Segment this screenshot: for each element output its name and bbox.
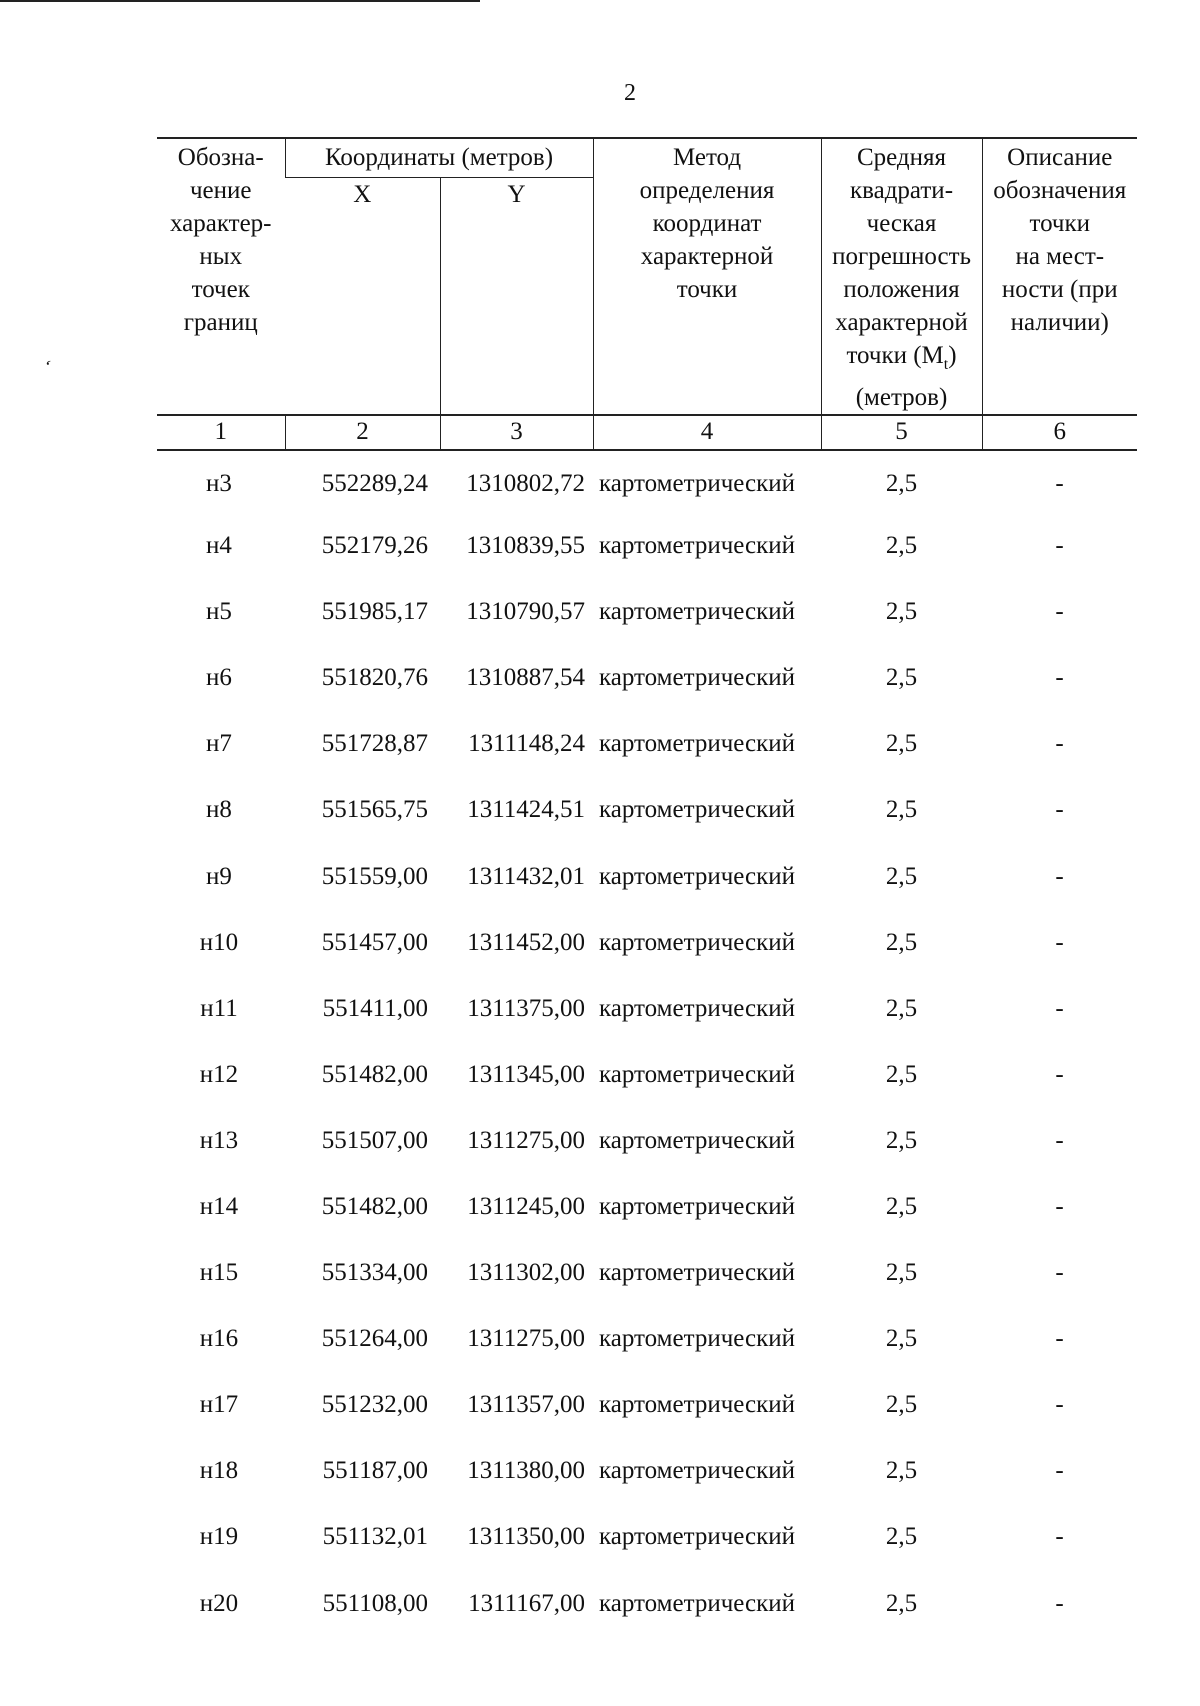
point-designation: н15 (199, 1259, 239, 1287)
y-coordinate: 1310887,54 (466, 664, 586, 692)
table-row (157, 1438, 1137, 1504)
column-number-row (157, 415, 1137, 450)
error-value: 2,5 (885, 1457, 918, 1485)
point-designation: н6 (206, 664, 232, 692)
error-value: 2,5 (885, 1259, 918, 1287)
description-value: - (1055, 1391, 1064, 1419)
error-value: 2,5 (885, 862, 918, 890)
error-value: 2,5 (885, 1325, 918, 1353)
table-header (157, 138, 1137, 450)
method-value: картометрический (599, 1192, 795, 1220)
y-coordinate: 1311357,00 (467, 1391, 586, 1419)
error-value: 2,5 (885, 1060, 918, 1088)
column-number: 4 (593, 415, 821, 450)
point-designation: н11 (200, 994, 238, 1022)
method-value: картометрический (599, 598, 795, 626)
table-row (157, 1240, 1137, 1306)
x-coordinate: 552289,24 (321, 470, 428, 497)
header-mean-square-error: Средняя квадрати- ческая погрешность положения характерной точки $(M_t)$ (метров) (821, 138, 982, 415)
error-value: 2,5 (885, 1126, 918, 1154)
error-value: 2,5 (885, 928, 918, 956)
header-x: X (353, 180, 372, 208)
description-value: - (1055, 1192, 1064, 1220)
page-number: 2 (624, 80, 636, 106)
x-coordinate: 551565,75 (321, 796, 428, 824)
header-y: Y (440, 177, 593, 415)
description-value: - (1055, 1589, 1064, 1617)
description-value: - (1055, 1259, 1064, 1287)
method-value: картометрический (599, 730, 795, 758)
y-coordinate: 1310790,57 (466, 598, 586, 626)
error-value: 2,5 (885, 994, 918, 1022)
error-value: 2,5 (885, 1523, 918, 1551)
point-designation: н9 (206, 862, 232, 890)
method-value: картометрический (599, 1457, 795, 1485)
x-coordinate: 551507,00 (321, 1126, 428, 1154)
coordinates-table (157, 137, 1137, 1637)
description-value: - (1055, 928, 1064, 956)
description-value: - (1055, 598, 1064, 626)
y-coordinate: 1311148,24 (468, 730, 586, 758)
point-designation: н13 (199, 1126, 239, 1154)
point-designation: н19 (199, 1523, 239, 1551)
method-value: картометрический (599, 470, 795, 497)
description-value: - (1055, 796, 1064, 824)
x-coordinate: 551482,00 (321, 1192, 428, 1220)
method-value: картометрический (599, 1325, 795, 1353)
point-designation: н14 (199, 1192, 239, 1220)
table-row (157, 1571, 1137, 1637)
table-body (157, 450, 1137, 1637)
y-coordinate: 1311424,51 (467, 796, 586, 824)
y-coordinate: 1311345,00 (467, 1060, 586, 1088)
point-designation: н5 (206, 598, 232, 626)
x-coordinate: 551457,00 (321, 928, 428, 956)
table-row (157, 843, 1137, 909)
y-coordinate: 1311375,00 (467, 994, 586, 1022)
error-value: 2,5 (885, 1589, 918, 1617)
column-number: 1 (157, 415, 285, 450)
description-value: - (1055, 1126, 1064, 1154)
header-coordinates-group: Координаты (метров) (285, 138, 593, 177)
y-coordinate: 1311350,00 (467, 1523, 586, 1551)
table-row (157, 910, 1137, 976)
x-coordinate: 552179,26 (321, 532, 428, 560)
error-value: 2,5 (885, 1391, 918, 1419)
point-designation: н16 (199, 1325, 239, 1353)
method-value: картометрический (599, 1259, 795, 1287)
table-row (157, 711, 1137, 777)
method-value: картометрический (599, 994, 795, 1022)
description-value: - (1055, 730, 1064, 758)
error-value: 2,5 (885, 598, 918, 626)
description-value: - (1055, 1060, 1064, 1088)
x-coordinate: 551559,00 (321, 862, 428, 890)
y-coordinate: 1311302,00 (467, 1259, 586, 1287)
error-value: 2,5 (885, 730, 918, 758)
table-row (157, 645, 1137, 711)
table-row (157, 450, 1137, 513)
method-value: картометрический (599, 532, 795, 560)
x-coordinate: 551232,00 (321, 1391, 428, 1419)
description-value: - (1055, 532, 1064, 560)
description-value: - (1055, 470, 1064, 497)
method-value: картометрический (599, 796, 795, 824)
description-value: - (1055, 664, 1064, 692)
description-value: - (1055, 1325, 1064, 1353)
description-value: - (1055, 1457, 1064, 1485)
point-designation: н10 (199, 928, 239, 956)
x-coordinate: 551482,00 (321, 1060, 428, 1088)
point-designation: н4 (206, 532, 232, 560)
table-row (157, 1372, 1137, 1438)
table-row (157, 579, 1137, 645)
top-scan-rule (0, 0, 480, 2)
error-value: 2,5 (885, 796, 918, 824)
header-description: Описание обозначения точки на мест- ности (при наличии) (982, 138, 1137, 415)
y-coordinate: 1311452,00 (467, 928, 586, 956)
column-number: 6 (982, 415, 1137, 450)
header-point-designation: Обозна- чение характер- ных точек границ (157, 138, 285, 415)
error-value: 2,5 (885, 1192, 918, 1220)
header-method: Метод определения координат характерной точки (593, 138, 821, 415)
y-coordinate: 1310839,55 (466, 532, 586, 560)
point-designation: н8 (206, 796, 232, 824)
table-row (157, 1306, 1137, 1372)
description-value: - (1055, 994, 1064, 1022)
y-coordinate: 1311167,00 (468, 1589, 586, 1617)
point-designation: н12 (199, 1060, 239, 1088)
table-row (157, 777, 1137, 843)
x-coordinate: 551187,00 (322, 1457, 428, 1485)
x-coordinate: 551985,17 (321, 598, 428, 626)
stray-pen-mark: ‘ (40, 355, 54, 377)
point-designation: н18 (199, 1457, 239, 1485)
method-value: картометрический (599, 1060, 795, 1088)
method-value: картометрический (599, 1589, 795, 1617)
column-number: 2 (285, 415, 440, 450)
y-coordinate: 1310802,72 (466, 470, 586, 497)
y-coordinate: 1311275,00 (467, 1126, 586, 1154)
table-row (157, 513, 1137, 579)
description-value: - (1055, 1523, 1064, 1551)
method-value: картометрический (599, 1126, 795, 1154)
x-coordinate: 551264,00 (321, 1325, 428, 1353)
x-coordinate: 551728,87 (321, 730, 428, 758)
column-number: 3 (440, 415, 593, 450)
x-coordinate: 551132,01 (322, 1523, 428, 1551)
x-coordinate: 551411,00 (322, 994, 428, 1022)
y-coordinate: 1311380,00 (467, 1457, 586, 1485)
point-designation: н17 (199, 1391, 239, 1419)
y-coordinate: 1311432,01 (467, 862, 586, 890)
table-row (157, 1108, 1137, 1174)
table-row (157, 976, 1137, 1042)
x-coordinate: 551820,76 (321, 664, 428, 692)
error-value: 2,5 (885, 664, 918, 692)
method-value: картометрический (599, 664, 795, 692)
method-value: картометрический (599, 1391, 795, 1419)
method-value: картометрический (599, 862, 795, 890)
point-designation: н20 (199, 1589, 239, 1617)
table-row (157, 1042, 1137, 1108)
error-value: 2,5 (885, 470, 918, 497)
method-value: картометрический (599, 1523, 795, 1551)
point-designation: н7 (206, 730, 232, 758)
description-value: - (1055, 862, 1064, 890)
y-coordinate: 1311275,00 (467, 1325, 586, 1353)
table-row (157, 1174, 1137, 1240)
x-coordinate: 551334,00 (321, 1259, 428, 1287)
column-number: 5 (821, 415, 982, 450)
error-value: 2,5 (885, 532, 918, 560)
method-value: картометрический (599, 928, 795, 956)
point-designation: н3 (206, 470, 232, 497)
x-coordinate: 551108,00 (322, 1589, 428, 1617)
y-coordinate: 1311245,00 (467, 1192, 586, 1220)
table-row (157, 1504, 1137, 1570)
